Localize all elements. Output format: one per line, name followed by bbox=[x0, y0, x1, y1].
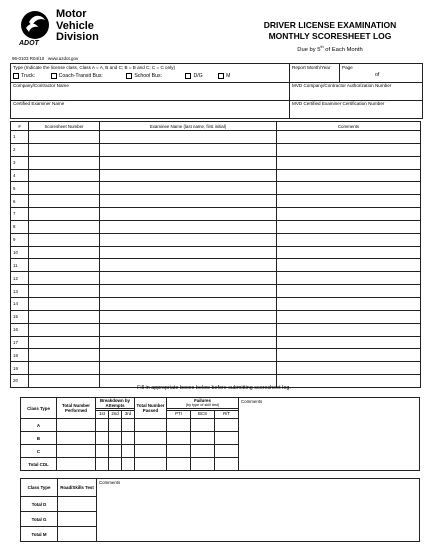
license-type-options bbox=[13, 73, 231, 80]
road-skills-table bbox=[20, 478, 420, 542]
road-class-type-header: Class Type bbox=[21, 479, 58, 497]
page-title bbox=[235, 20, 425, 41]
company-name-field[interactable]: Company/Contractor Name bbox=[13, 83, 69, 88]
table-row[interactable]: Total D bbox=[21, 497, 420, 512]
table-row[interactable]: Total CDL bbox=[21, 458, 420, 471]
total-passed-header: Total Number Passed bbox=[135, 398, 167, 419]
table-row[interactable]: 7 bbox=[11, 208, 421, 221]
truck-option[interactable]: Truck: bbox=[13, 73, 35, 79]
table-header-row bbox=[11, 122, 421, 131]
table-row[interactable]: 12 bbox=[11, 272, 421, 285]
breakdown-header: Breakdown by Attempts bbox=[96, 398, 135, 409]
table-row[interactable]: 19 bbox=[11, 362, 421, 375]
table-row[interactable]: 14 bbox=[11, 297, 421, 310]
dg-checkbox[interactable] bbox=[185, 73, 191, 79]
truck-checkbox[interactable] bbox=[13, 73, 19, 79]
table-row[interactable]: 5 bbox=[11, 182, 421, 195]
failure-pti: PTI bbox=[167, 411, 191, 419]
agency-line3: Division bbox=[56, 31, 99, 43]
table-row[interactable]: 10 bbox=[11, 246, 421, 259]
due-date: Due by 5th of Each Month bbox=[297, 45, 363, 53]
failures-header: Failures (by type of skill test) bbox=[167, 398, 239, 409]
class-type-header: Class Type bbox=[21, 398, 57, 419]
road-skills-header: Road/Skills Test bbox=[58, 479, 97, 497]
coach-checkbox[interactable] bbox=[51, 73, 57, 79]
table-row[interactable]: Total G bbox=[21, 512, 420, 527]
school-bus-checkbox[interactable] bbox=[126, 73, 132, 79]
table-row[interactable]: 11 bbox=[11, 259, 421, 272]
agency-name bbox=[56, 9, 99, 44]
school-bus-option[interactable]: School Bus: bbox=[126, 73, 162, 79]
summary-comments[interactable]: Comments bbox=[239, 398, 420, 471]
failure-bcs: BCS bbox=[191, 411, 215, 419]
form-number-line bbox=[12, 56, 78, 61]
page-of-label: of bbox=[375, 72, 380, 78]
table-row[interactable]: 17 bbox=[11, 336, 421, 349]
attempt-1st: 1st bbox=[96, 411, 109, 419]
col-comments: Comments bbox=[277, 122, 421, 131]
table-row[interactable]: 13 bbox=[11, 285, 421, 298]
license-type-label: Type (Indicate the license class, Class A = A, B and C; B = B and C; C = C only) bbox=[13, 65, 176, 70]
failure-rt: R/T bbox=[215, 411, 239, 419]
agency-line1: Motor bbox=[56, 8, 87, 20]
logo bbox=[18, 9, 128, 51]
form-number: 96-0103 R04/10 bbox=[12, 56, 45, 61]
certified-examiner-field[interactable]: Certified Examiner Name bbox=[13, 101, 65, 106]
website: www.azdot.gov bbox=[48, 56, 79, 61]
table-row[interactable]: 16 bbox=[11, 323, 421, 336]
adot-logo-icon bbox=[20, 10, 50, 40]
table-row[interactable]: Total M bbox=[21, 527, 420, 542]
info-section bbox=[10, 63, 423, 119]
table-row[interactable]: 2 bbox=[11, 143, 421, 156]
logo-text: ADOT bbox=[19, 40, 39, 47]
mvd-authorization-field[interactable]: MVD Company/Contractor Authorization Number bbox=[292, 83, 392, 88]
table-row[interactable]: B bbox=[21, 432, 420, 445]
col-examinee-name: Examinee Name (last name, first initial) bbox=[100, 122, 277, 131]
attempt-3rd: 3rd bbox=[122, 411, 135, 419]
total-performed-header: Total Number Performed bbox=[57, 398, 96, 419]
col-number: # bbox=[11, 122, 29, 131]
m-option[interactable]: M bbox=[218, 73, 230, 79]
mvd-certification-field[interactable]: MVD Certified Examiner Certification Number bbox=[292, 101, 385, 106]
m-checkbox[interactable] bbox=[218, 73, 224, 79]
coach-option[interactable]: Coach-Transit Bus: bbox=[51, 73, 103, 79]
table-row[interactable]: 20 bbox=[11, 375, 421, 388]
instruction-text: Fill in appropriate boxes below before submitting scoresheet log. bbox=[137, 385, 291, 391]
table-row[interactable]: 3 bbox=[11, 156, 421, 169]
road-comments[interactable]: Comments bbox=[97, 479, 420, 542]
table-row[interactable]: 18 bbox=[11, 349, 421, 362]
table-row[interactable]: 1 bbox=[11, 131, 421, 144]
page-field[interactable]: Page bbox=[342, 65, 353, 70]
table-row[interactable]: 9 bbox=[11, 233, 421, 246]
report-month-year-field[interactable]: Report Month/Year bbox=[292, 65, 331, 70]
col-scoresheet-number: Scoresheet Number bbox=[29, 122, 100, 131]
cdl-summary-table bbox=[20, 397, 420, 471]
table-row[interactable]: 6 bbox=[11, 195, 421, 208]
dg-option[interactable]: D/G bbox=[185, 73, 202, 79]
table-row[interactable]: 8 bbox=[11, 220, 421, 233]
scoresheet-log-table bbox=[10, 121, 421, 388]
attempt-2nd: 2nd bbox=[109, 411, 122, 419]
title-line1: DRIVER LICENSE EXAMINATION bbox=[263, 20, 397, 30]
table-row[interactable]: C bbox=[21, 445, 420, 458]
title-line2: MONTHLY SCORESHEET LOG bbox=[268, 30, 392, 41]
agency-line2: Vehicle bbox=[56, 19, 94, 32]
table-row[interactable]: A bbox=[21, 419, 420, 432]
table-row[interactable]: 15 bbox=[11, 310, 421, 323]
table-row[interactable]: 4 bbox=[11, 169, 421, 182]
